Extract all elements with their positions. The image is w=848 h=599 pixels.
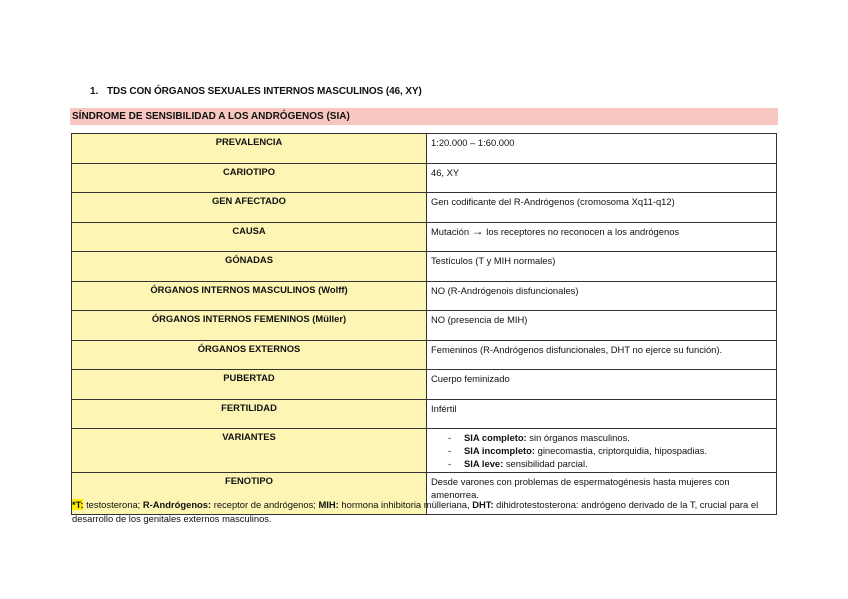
row-label: CARIOTIPO xyxy=(72,163,427,193)
section-heading xyxy=(90,86,422,97)
table-row xyxy=(72,252,777,282)
row-label: ÓRGANOS INTERNOS MASCULINOS (Wolff) xyxy=(72,281,427,311)
table-row xyxy=(72,370,777,400)
row-value: Testículos (T y MIH normales) xyxy=(427,252,777,282)
row-value xyxy=(427,222,777,252)
table-row xyxy=(72,163,777,193)
variant-term: SIA leve: xyxy=(464,458,504,469)
variant-term: SIA incompleto: xyxy=(464,445,536,456)
mih-desc: hormona inhibitoria mülleriana, xyxy=(338,499,473,510)
row-label: GEN AFECTADO xyxy=(72,193,427,223)
t-desc: testosterona; xyxy=(83,499,143,510)
row-value: 46, XY xyxy=(427,163,777,193)
row-value: Cuerpo feminizado xyxy=(427,370,777,400)
t-term: T: xyxy=(75,499,84,510)
row-value: NO (R-Andrógenois disfuncionales) xyxy=(427,281,777,311)
row-value: 1:20.000 – 1:60.000 xyxy=(427,134,777,164)
dht-desc: dihidrotestosterona: andrógeno derivado de la T, crucial para el desarrollo de los genitales externos masculinos. xyxy=(72,499,759,524)
r-term: R-Andrógenos: xyxy=(142,499,212,510)
variantes-list xyxy=(431,431,772,470)
variant-term: SIA completo: xyxy=(464,432,527,443)
causa-text-b: los receptores no reconocen a los andrógenos xyxy=(483,225,680,237)
row-value: NO (presencia de MIH) xyxy=(427,311,777,341)
list-item xyxy=(451,444,772,457)
row-label: ÓRGANOS EXTERNOS xyxy=(72,340,427,370)
list-item xyxy=(451,457,772,470)
table-row xyxy=(72,311,777,341)
table-row xyxy=(72,222,777,252)
row-label: FERTILIDAD xyxy=(72,399,427,429)
r-desc: receptor de andrógenos; xyxy=(211,499,319,510)
table-row xyxy=(72,429,777,473)
row-label: GÓNADAS xyxy=(72,252,427,282)
row-label: VARIANTES xyxy=(72,429,427,473)
table-row xyxy=(72,399,777,429)
row-value: Infértil xyxy=(427,399,777,429)
table-row xyxy=(72,340,777,370)
table-row xyxy=(72,134,777,164)
variant-desc: sensibilidad parcial. xyxy=(503,458,588,469)
footnote-mark xyxy=(72,499,83,510)
arrow-right-icon: → xyxy=(471,223,484,238)
row-label: PUBERTAD xyxy=(72,370,427,400)
row-label: PREVALENCIA xyxy=(72,134,427,164)
sia-table xyxy=(71,133,777,515)
row-label: CAUSA xyxy=(72,222,427,252)
causa-text-a: Mutación xyxy=(431,225,470,237)
list-item xyxy=(451,431,772,444)
row-label: ÓRGANOS INTERNOS FEMENINOS (Müller) xyxy=(72,311,427,341)
dht-term: DHT: xyxy=(472,499,494,510)
row-value: Femeninos (R-Andrógenos disfuncionales, DHT no ejerce su función). xyxy=(427,340,777,370)
row-label: FENOTIPO xyxy=(72,473,427,515)
table-row xyxy=(72,281,777,311)
mih-term: MIH: xyxy=(318,499,339,510)
table-row xyxy=(72,193,777,223)
row-value xyxy=(427,429,777,473)
heading-text: TDS CON ÓRGANOS SEXUALES INTERNOS MASCULINOS (46, XY) xyxy=(107,86,422,97)
variant-desc: ginecomastia, criptorquidia, hipospadias. xyxy=(535,445,707,456)
footnote xyxy=(72,498,778,526)
row-value: Gen codificante del R-Andrógenos (cromosoma Xq11-q12) xyxy=(427,193,777,223)
row-value: Desde varones con problemas de espermatogénesis hasta mujeres con amenorrea. xyxy=(427,473,777,515)
variant-desc: sin órganos masculinos. xyxy=(526,432,630,443)
section-title-banner: SÍNDROME DE SENSIBILIDAD A LOS ANDRÓGENOS (SIA) xyxy=(70,108,778,125)
asterisk: * xyxy=(72,499,76,510)
heading-number: 1. xyxy=(90,86,99,97)
